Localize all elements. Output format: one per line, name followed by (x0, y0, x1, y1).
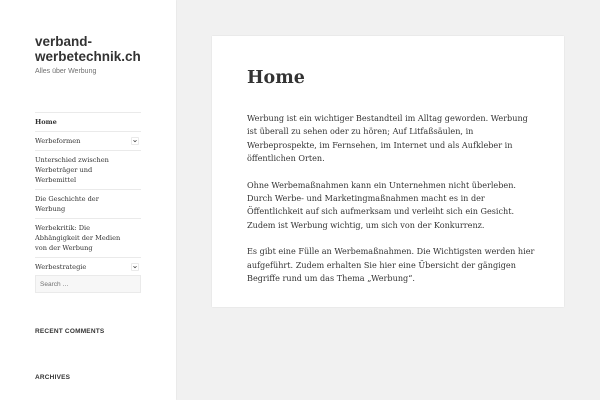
content-paragraph: Ohne Werbemaßnahmen kann ein Unternehmen nicht überleben. Durch Werbe- und Marketingmaßnahmen macht es in der Öffentlichkeit auf sich aufmerksam und verleiht sich ein Gesicht. Zudem ist Werbung wichtig, um sich von der Konkurrenz. (247, 179, 516, 230)
nav-item-label: Werbekritik: Die Abhängigkeit der Medien von der Werbung (35, 224, 121, 252)
nav-item-unterschied[interactable] (35, 151, 141, 190)
nav-item-home[interactable] (35, 113, 141, 132)
page-title: Home (247, 68, 305, 88)
nav-item-label: Die Geschichte der Werbung (35, 195, 99, 213)
main-navigation (35, 112, 141, 277)
main-content-card (212, 36, 564, 307)
nav-item-label: Home (35, 118, 57, 126)
nav-item-label: Werbeformen (35, 137, 81, 145)
nav-item-werbekritik[interactable] (35, 219, 141, 258)
search-input[interactable] (35, 275, 141, 293)
recent-comments-heading: RECENT COMMENTS (35, 328, 105, 335)
nav-item-label: Werbestrategie (35, 263, 87, 271)
content-paragraph: Es gibt eine Fülle an Werbemaßnahmen. Die Wichtigsten werden hier aufgeführt. Zudem erhalten Sie hier eine Übersicht der gängigen Begriffe rund um das Thema „Werbung“. (247, 246, 535, 283)
nav-item-label: Unterschied zwischen Werbeträger und Werbemittel (35, 156, 109, 184)
chevron-down-icon[interactable] (131, 137, 139, 145)
chevron-down-icon[interactable] (131, 263, 139, 271)
sidebar (0, 0, 176, 400)
content-paragraph: Werbung ist ein wichtiger Bestandteil im Alltag geworden. Werbung ist überall zu sehen oder zu hören; Auf Litfaßsäulen, in Werbeprospekte, im Fernsehen, im Internet und als Aufkleber in öffentlichen Orten. (247, 113, 528, 163)
nav-item-geschichte[interactable] (35, 190, 141, 219)
site-description: Alles über Werbung (35, 68, 97, 75)
nav-item-werbeformen[interactable] (35, 132, 141, 151)
page-content (247, 112, 537, 299)
archives-heading: ARCHIVES (35, 374, 71, 381)
site-title[interactable]: verband-werbetechnik.ch (35, 34, 141, 64)
